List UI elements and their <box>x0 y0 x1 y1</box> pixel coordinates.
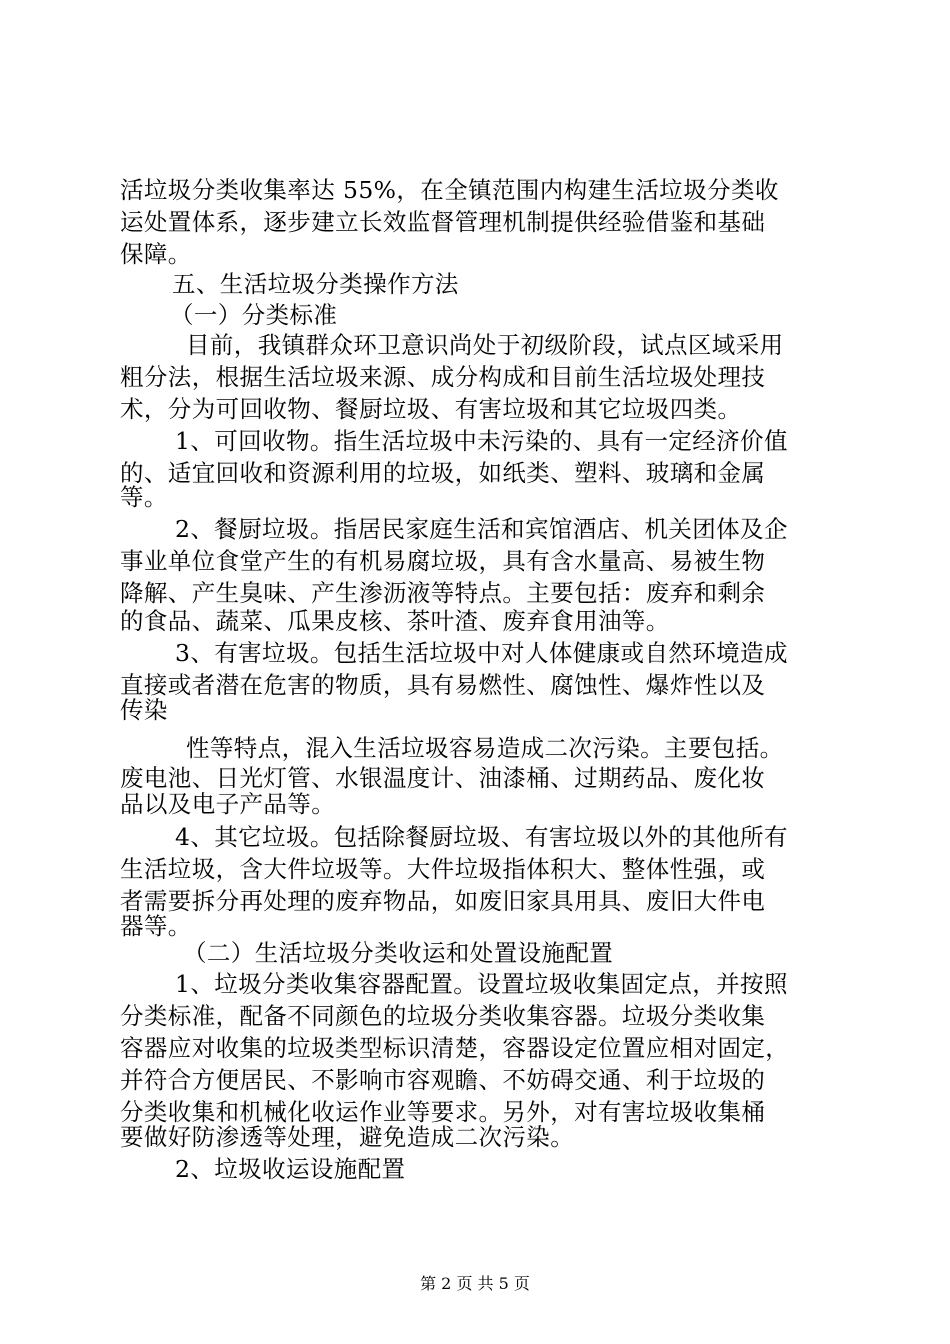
text-line: 3、有害垃圾。包括生活垃圾中对人体健康或自然环境造成 <box>175 639 788 667</box>
text-line: 术，分为可回收物、餐厨垃圾、有害垃圾和其它垃圾四类。 <box>120 395 742 423</box>
text-line: 的食品、蔬菜、瓜果皮核、茶叶渣、废弃食用油等。 <box>120 607 670 635</box>
text-line: 2、餐厨垃圾。指居民家庭生活和宾馆酒店、机关团体及企 <box>175 515 788 543</box>
text-line: 容器应对收集的垃圾类型标识清楚，容器设定位置应相对固定， <box>120 1034 790 1062</box>
text-line: 传染 <box>120 696 168 724</box>
text-line: 粗分法，根据生活垃圾来源、成分构成和目前生活垃圾处理技 <box>120 363 766 391</box>
text-line: 废电池、日光灯管、水银温度计、油漆桶、过期药品、废化妆 <box>120 764 766 792</box>
text-line: 直接或者潜在危害的物质，具有易燃性、腐蚀性、爆炸性以及 <box>120 671 766 699</box>
text-line: 并符合方便居民、不影响市容观瞻、不妨碍交通、利于垃圾的 <box>120 1066 766 1094</box>
page-footer: 第 2 页 共 5 页 <box>420 1274 530 1293</box>
text-line: 要做好防渗透等处理，避免造成二次污染。 <box>120 1123 575 1151</box>
text-line: 降解、产生臭味、产生渗沥液等特点。主要包括：废弃和剩余 <box>120 579 766 607</box>
text-line: 分类标准，配备不同颜色的垃圾分类收集容器。垃圾分类收集 <box>120 1002 766 1030</box>
text-line: 分类收集和机械化收运作业等要求。另外，对有害垃圾收集桶 <box>120 1098 766 1126</box>
text-line: 1、可回收物。指生活垃圾中未污染的、具有一定经济价值 <box>175 427 788 455</box>
text-line: 2、垃圾收运设施配置 <box>175 1155 406 1183</box>
text-line: 器等。 <box>120 912 192 940</box>
subsection-heading: （一）分类标准 <box>170 301 338 329</box>
text-line: 性等特点，混入生活垃圾容易造成二次污染。主要包括。 <box>186 734 784 762</box>
text-line: 事业单位食堂产生的有机易腐垃圾，具有含水量高、易被生物 <box>120 547 766 575</box>
text-line: 运处置体系，逐步建立长效监督管理机制提供经验借鉴和基础 <box>120 208 766 236</box>
subsection-heading: （二）生活垃圾分类收运和处置设施配置 <box>183 939 614 967</box>
text-line: 等。 <box>120 483 168 511</box>
text-line: 活垃圾分类收集率达 55%，在全镇范围内构建生活垃圾分类收 <box>120 176 779 204</box>
text-line: 品以及电子产品等。 <box>120 790 336 818</box>
text-line: 1、垃圾分类收集容器配置。设置垃圾收集固定点，并按照 <box>175 970 788 998</box>
text-line: 的、适宜回收和资源利用的垃圾，如纸类、塑料、玻璃和金属 <box>120 459 766 487</box>
text-line: 4、其它垃圾。包括除餐厨垃圾、有害垃圾以外的其他所有 <box>175 823 788 851</box>
section-heading: 五、生活垃圾分类操作方法 <box>172 270 459 298</box>
text-line: 者需要拆分再处理的废弃物品，如废旧家具用具、废旧大件电 <box>120 887 766 915</box>
text-line: 目前，我镇群众环卫意识尚处于初级阶段，试点区域采用 <box>186 331 784 359</box>
text-line: 生活垃圾，含大件垃圾等。大件垃圾指体积大、整体性强，或 <box>120 855 766 883</box>
text-line: 保障。 <box>120 240 192 268</box>
